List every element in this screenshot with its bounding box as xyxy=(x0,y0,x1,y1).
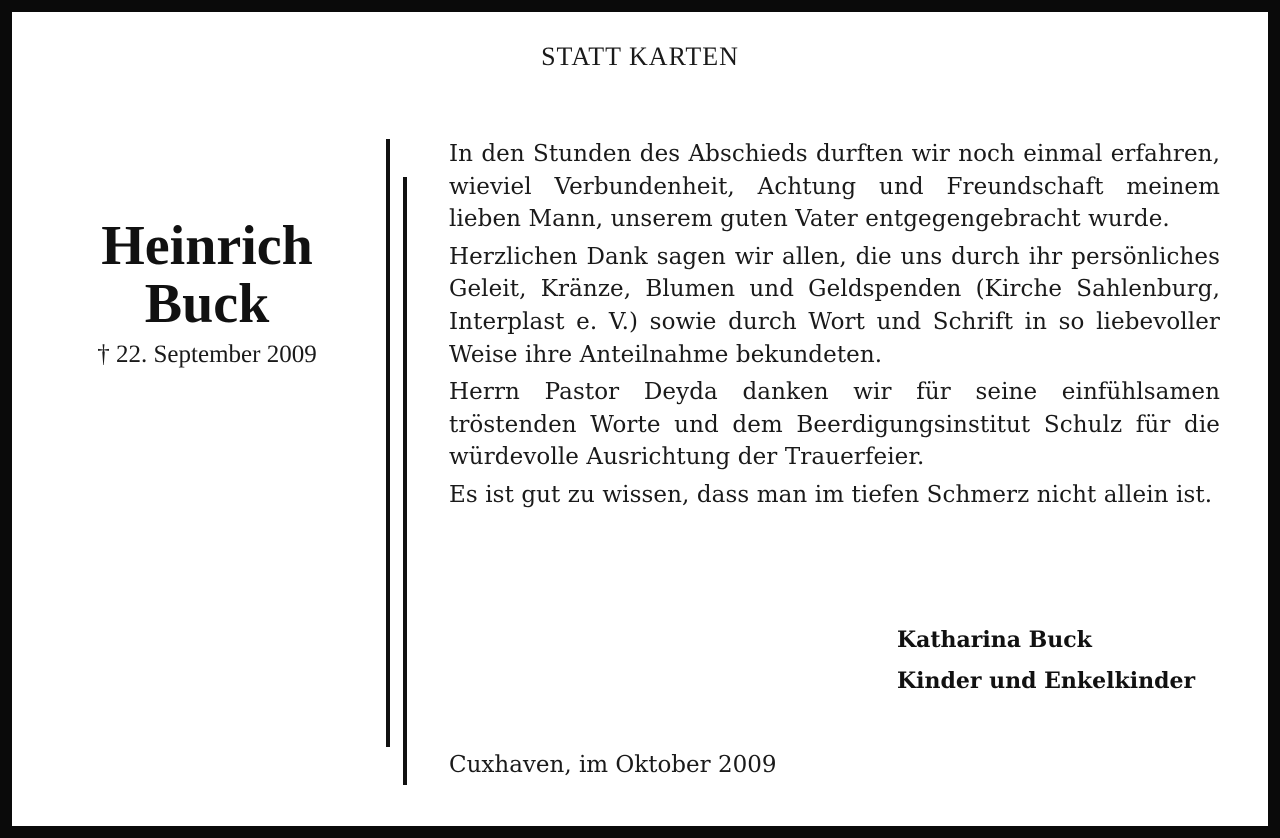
deceased-name-block xyxy=(48,217,366,369)
paragraph-3: Herrn Pastor Deyda danken wir für seine einfühlsamen tröstenden Worte und dem Beerdigungsinstitut Schulz für die würdevolle Ausrichtung der Trauerfeier. xyxy=(449,379,1220,471)
signature-line-1: Katharina Buck xyxy=(897,627,1092,653)
header-title: STATT KARTEN xyxy=(541,42,739,71)
death-date: † 22. September 2009 xyxy=(97,341,317,368)
paragraph-4: Es ist gut zu wissen, dass man im tiefen Schmerz nicht allein ist. xyxy=(449,481,1213,508)
signature-block xyxy=(897,620,1227,702)
deceased-first-name: Heinrich xyxy=(101,215,313,277)
paragraph-1: In den Stunden des Abschieds durften wir noch einmal erfahren, wieviel Verbundenheit, Achtung und Freundschaft meinem lieben Mann, unserem guten Vater entgegengebracht wurde. xyxy=(449,141,1220,233)
paragraph-2: Herzlichen Dank sagen wir allen, die uns durch ihr persönliches Geleit, Kränze, Blumen und Geldspenden (Kirche Sahlenburg, Interplast e. V.) sowie durch Wort und Schrift in so liebevoller Weise ihre Anteilnahme bekundeten. xyxy=(449,243,1220,368)
divider-rule-right xyxy=(403,177,407,785)
place-date: Cuxhaven, im Oktober 2009 xyxy=(449,752,777,778)
signature-line-2: Kinder und Enkelkinder xyxy=(897,668,1196,694)
deceased-last-name: Buck xyxy=(144,273,270,335)
thank-you-text xyxy=(449,138,1220,517)
divider-rule-left xyxy=(386,139,390,747)
